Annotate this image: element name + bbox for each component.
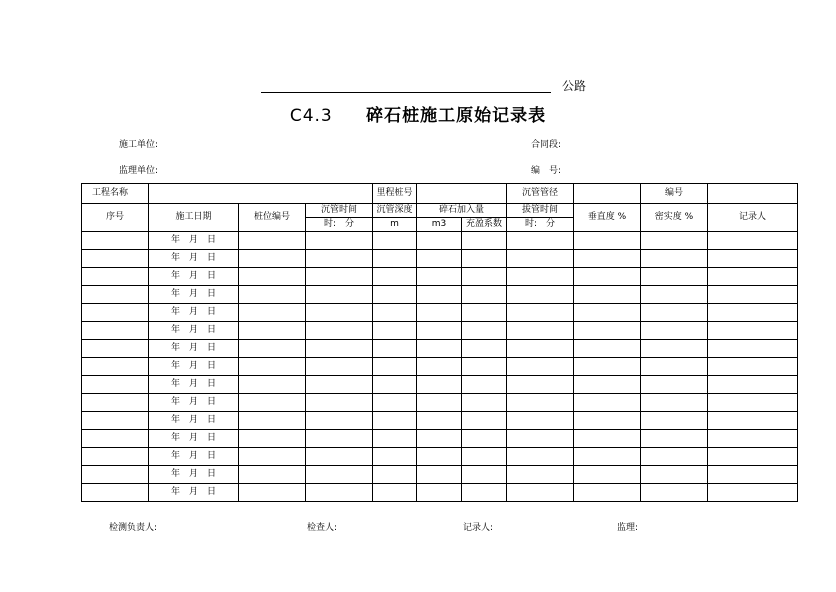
date-cell[interactable]	[149, 286, 239, 304]
data-cell[interactable]	[239, 412, 306, 430]
date-part: 月	[188, 343, 198, 353]
data-cell[interactable]	[306, 448, 373, 466]
data-cell[interactable]	[462, 340, 507, 358]
data-cell[interactable]	[641, 286, 708, 304]
data-cell[interactable]	[708, 250, 798, 268]
data-cell[interactable]	[507, 250, 574, 268]
data-cell[interactable]	[417, 232, 462, 250]
data-cell[interactable]	[82, 412, 149, 430]
date-part: 日	[206, 271, 216, 281]
date-part: 月	[188, 415, 198, 425]
date-cell[interactable]	[149, 340, 239, 358]
data-cell[interactable]	[708, 394, 798, 412]
data-cell[interactable]	[641, 232, 708, 250]
sink-time-header: 沉管时间	[306, 204, 373, 218]
table-row	[82, 430, 798, 448]
data-cell[interactable]	[82, 340, 149, 358]
data-cell[interactable]	[373, 304, 417, 322]
data-cell[interactable]	[373, 376, 417, 394]
data-cell[interactable]	[239, 268, 306, 286]
date-part: 月	[188, 469, 198, 479]
data-cell[interactable]	[373, 250, 417, 268]
date-part: 日	[206, 289, 216, 299]
date-part: 日	[206, 307, 216, 317]
data-cell[interactable]	[373, 466, 417, 484]
data-cell[interactable]	[708, 430, 798, 448]
data-cell[interactable]	[417, 448, 462, 466]
date-cell[interactable]	[149, 394, 239, 412]
data-cell[interactable]	[641, 322, 708, 340]
data-cell[interactable]	[239, 466, 306, 484]
data-cell[interactable]	[462, 412, 507, 430]
date-part: 年	[170, 361, 180, 371]
data-cell[interactable]	[373, 394, 417, 412]
construction-unit-label: 施工单位:	[119, 140, 159, 150]
data-cell[interactable]	[82, 448, 149, 466]
data-cell[interactable]	[373, 340, 417, 358]
data-cell[interactable]	[462, 376, 507, 394]
data-cell[interactable]	[507, 394, 574, 412]
project-name-label: 工程名称	[82, 184, 149, 204]
data-cell[interactable]	[373, 322, 417, 340]
table-row	[82, 304, 798, 322]
depth-unit: m	[373, 218, 417, 232]
data-cell[interactable]	[574, 340, 641, 358]
date-part: 月	[188, 487, 198, 497]
date-part: 月	[188, 235, 198, 245]
date-part: 日	[206, 235, 216, 245]
data-cell[interactable]	[641, 412, 708, 430]
data-cell[interactable]	[239, 340, 306, 358]
data-cell[interactable]	[507, 322, 574, 340]
data-cell[interactable]	[641, 340, 708, 358]
date-part: 年	[170, 343, 180, 353]
data-cell[interactable]	[417, 304, 462, 322]
data-cell[interactable]	[82, 484, 149, 502]
data-cell[interactable]	[306, 430, 373, 448]
date-part: 年	[170, 325, 180, 335]
road-suffix: 公路	[562, 79, 587, 93]
data-cell[interactable]	[82, 304, 149, 322]
data-cell[interactable]	[708, 340, 798, 358]
data-cell[interactable]	[306, 484, 373, 502]
data-cell[interactable]	[373, 448, 417, 466]
data-cell[interactable]	[708, 466, 798, 484]
data-cell[interactable]	[82, 268, 149, 286]
data-cell[interactable]	[462, 232, 507, 250]
data-cell[interactable]	[239, 358, 306, 376]
data-cell[interactable]	[239, 394, 306, 412]
data-cell[interactable]	[574, 484, 641, 502]
data-cell[interactable]	[239, 322, 306, 340]
date-cell[interactable]	[149, 466, 239, 484]
data-cell[interactable]	[462, 322, 507, 340]
pull-time-header: 拔管时间	[507, 204, 574, 218]
data-cell[interactable]	[507, 286, 574, 304]
date-part: 日	[206, 469, 216, 479]
pull-time-unit: 时: 分	[507, 218, 574, 232]
data-cell[interactable]	[507, 466, 574, 484]
data-cell[interactable]	[708, 286, 798, 304]
data-cell[interactable]	[641, 394, 708, 412]
data-cell[interactable]	[239, 376, 306, 394]
gravel-amount-header: 碎石加入量	[417, 204, 507, 218]
date-part: 月	[188, 397, 198, 407]
table-header-row-2	[82, 204, 798, 218]
page-title	[0, 101, 836, 126]
date-part: 月	[188, 289, 198, 299]
data-cell[interactable]	[417, 358, 462, 376]
date-part: 月	[188, 325, 198, 335]
data-cell[interactable]	[462, 304, 507, 322]
seq-header: 序号	[82, 204, 149, 232]
data-cell[interactable]	[373, 430, 417, 448]
data-cell[interactable]	[507, 304, 574, 322]
date-part: 日	[206, 433, 216, 443]
data-cell[interactable]	[641, 448, 708, 466]
date-part: 日	[206, 415, 216, 425]
data-cell[interactable]	[641, 430, 708, 448]
data-cell[interactable]	[708, 304, 798, 322]
date-part: 日	[206, 379, 216, 389]
table-row	[82, 448, 798, 466]
data-cell[interactable]	[641, 304, 708, 322]
mileage-pile-label: 里程桩号	[373, 184, 417, 204]
data-cell[interactable]	[417, 340, 462, 358]
date-cell[interactable]	[149, 376, 239, 394]
data-cell[interactable]	[462, 448, 507, 466]
date-cell[interactable]	[149, 412, 239, 430]
data-cell[interactable]	[574, 448, 641, 466]
data-cell[interactable]	[462, 286, 507, 304]
table-row	[82, 250, 798, 268]
table-row	[82, 340, 798, 358]
date-part: 年	[170, 433, 180, 443]
date-cell[interactable]	[149, 268, 239, 286]
date-cell[interactable]	[149, 358, 239, 376]
data-cell[interactable]	[82, 430, 149, 448]
data-cell[interactable]	[641, 250, 708, 268]
recorder-label: 记录人:	[463, 523, 494, 533]
data-cell[interactable]	[708, 448, 798, 466]
data-cell[interactable]	[417, 286, 462, 304]
data-cell[interactable]	[239, 484, 306, 502]
contract-section-label: 合同段:	[531, 140, 562, 150]
date-part: 月	[188, 361, 198, 371]
date-header: 施工日期	[149, 204, 239, 232]
form-title: 碎石桩施工原始记录表	[366, 106, 547, 126]
sink-depth-header: 沉管深度	[373, 204, 417, 218]
pile-no-header: 桩位编号	[239, 204, 306, 232]
table-row	[82, 394, 798, 412]
data-cell[interactable]	[82, 232, 149, 250]
date-part: 日	[206, 487, 216, 497]
data-cell[interactable]	[574, 358, 641, 376]
data-cell[interactable]	[641, 358, 708, 376]
date-part: 年	[170, 415, 180, 425]
data-cell[interactable]	[507, 268, 574, 286]
data-cell[interactable]	[306, 322, 373, 340]
date-part: 年	[170, 379, 180, 389]
data-cell[interactable]	[417, 322, 462, 340]
table-row	[82, 466, 798, 484]
data-cell[interactable]	[306, 268, 373, 286]
table-row	[82, 232, 798, 250]
data-cell[interactable]	[306, 340, 373, 358]
verticality-header: 垂直度 %	[574, 204, 641, 232]
data-cell[interactable]	[417, 430, 462, 448]
data-cell[interactable]	[373, 286, 417, 304]
date-part: 年	[170, 451, 180, 461]
date-cell[interactable]	[149, 232, 239, 250]
data-cell[interactable]	[417, 484, 462, 502]
form-code: C4.3	[289, 106, 333, 126]
date-cell[interactable]	[149, 448, 239, 466]
data-cell[interactable]	[507, 376, 574, 394]
date-cell[interactable]	[149, 322, 239, 340]
data-cell[interactable]	[306, 412, 373, 430]
data-cell[interactable]	[507, 358, 574, 376]
data-cell[interactable]	[574, 376, 641, 394]
date-part: 年	[170, 397, 180, 407]
data-cell[interactable]	[239, 304, 306, 322]
data-cell[interactable]	[417, 412, 462, 430]
date-cell[interactable]	[149, 250, 239, 268]
data-cell[interactable]	[82, 286, 149, 304]
data-cell[interactable]	[239, 448, 306, 466]
recorder-header: 记录人	[708, 204, 798, 232]
data-cell[interactable]	[574, 250, 641, 268]
data-cell[interactable]	[574, 466, 641, 484]
checker-label: 检查人:	[307, 523, 338, 533]
data-cell[interactable]	[306, 358, 373, 376]
data-cell[interactable]	[373, 484, 417, 502]
date-part: 年	[170, 271, 180, 281]
data-cell[interactable]	[507, 484, 574, 502]
date-part: 年	[170, 487, 180, 497]
data-cell[interactable]	[306, 466, 373, 484]
data-cell[interactable]	[82, 250, 149, 268]
data-cell[interactable]	[239, 430, 306, 448]
date-part: 日	[206, 451, 216, 461]
data-cell[interactable]	[641, 268, 708, 286]
data-cell[interactable]	[574, 286, 641, 304]
table-row	[82, 268, 798, 286]
date-part: 日	[206, 325, 216, 335]
data-cell[interactable]	[507, 448, 574, 466]
data-cell[interactable]	[239, 250, 306, 268]
date-part: 月	[188, 433, 198, 443]
supervision-unit-label: 监理单位:	[119, 166, 159, 176]
date-cell[interactable]	[149, 304, 239, 322]
data-cell[interactable]	[507, 232, 574, 250]
data-cell[interactable]	[708, 376, 798, 394]
data-cell[interactable]	[574, 304, 641, 322]
data-cell[interactable]	[462, 358, 507, 376]
date-part: 月	[188, 307, 198, 317]
table-row	[82, 412, 798, 430]
project-name-value[interactable]	[149, 184, 373, 204]
data-cell[interactable]	[462, 466, 507, 484]
data-cell[interactable]	[574, 430, 641, 448]
sink-time-unit: 时: 分	[306, 218, 373, 232]
supervisor-label: 监理:	[617, 523, 639, 533]
data-cell[interactable]	[373, 358, 417, 376]
data-cell[interactable]	[574, 232, 641, 250]
data-cell[interactable]	[641, 484, 708, 502]
table-row	[82, 376, 798, 394]
data-cell[interactable]	[239, 286, 306, 304]
volume-unit: m3	[417, 218, 462, 232]
data-cell[interactable]	[306, 376, 373, 394]
data-cell[interactable]	[574, 412, 641, 430]
date-part: 日	[206, 253, 216, 263]
data-cell[interactable]	[417, 376, 462, 394]
road-name-underline	[261, 92, 551, 93]
serial-value[interactable]	[708, 184, 798, 204]
data-cell[interactable]	[306, 286, 373, 304]
data-cell[interactable]	[82, 358, 149, 376]
data-cell[interactable]	[82, 394, 149, 412]
table-header-row-1	[82, 184, 798, 204]
data-cell[interactable]	[462, 250, 507, 268]
data-cell[interactable]	[239, 232, 306, 250]
data-cell[interactable]	[708, 358, 798, 376]
data-cell[interactable]	[306, 250, 373, 268]
data-cell[interactable]	[462, 484, 507, 502]
date-cell[interactable]	[149, 484, 239, 502]
data-cell[interactable]	[641, 466, 708, 484]
date-cell[interactable]	[149, 430, 239, 448]
data-cell[interactable]	[641, 376, 708, 394]
data-cell[interactable]	[373, 232, 417, 250]
data-cell[interactable]	[417, 466, 462, 484]
pipe-diameter-value[interactable]	[574, 184, 641, 204]
data-cell[interactable]	[306, 304, 373, 322]
data-cell[interactable]	[708, 412, 798, 430]
data-cell[interactable]	[82, 466, 149, 484]
data-cell[interactable]	[462, 268, 507, 286]
date-part: 年	[170, 253, 180, 263]
inspector-lead-label: 检测负责人:	[109, 523, 158, 533]
data-cell[interactable]	[417, 250, 462, 268]
date-part: 年	[170, 469, 180, 479]
density-header: 密实度 %	[641, 204, 708, 232]
record-table	[81, 183, 798, 502]
date-part: 年	[170, 235, 180, 245]
date-part: 月	[188, 253, 198, 263]
table-row	[82, 286, 798, 304]
data-cell[interactable]	[507, 412, 574, 430]
data-cell[interactable]	[708, 232, 798, 250]
date-part: 日	[206, 397, 216, 407]
data-cell[interactable]	[574, 268, 641, 286]
data-cell[interactable]	[417, 394, 462, 412]
number-label: 编 号:	[531, 166, 562, 176]
data-cell[interactable]	[417, 268, 462, 286]
table-row	[82, 322, 798, 340]
data-cell[interactable]	[462, 394, 507, 412]
data-cell[interactable]	[708, 484, 798, 502]
data-cell[interactable]	[462, 430, 507, 448]
table-row	[82, 358, 798, 376]
date-part: 月	[188, 379, 198, 389]
data-cell[interactable]	[574, 322, 641, 340]
mileage-pile-value[interactable]	[417, 184, 507, 204]
data-cell[interactable]	[82, 376, 149, 394]
data-cell[interactable]	[306, 394, 373, 412]
data-cell[interactable]	[373, 412, 417, 430]
date-part: 年	[170, 307, 180, 317]
pipe-diameter-label: 沉管管径	[507, 184, 574, 204]
data-cell[interactable]	[574, 394, 641, 412]
date-part: 年	[170, 289, 180, 299]
data-cell[interactable]	[373, 268, 417, 286]
data-cell[interactable]	[708, 268, 798, 286]
date-part: 日	[206, 343, 216, 353]
data-cell[interactable]	[306, 232, 373, 250]
table-row	[82, 484, 798, 502]
data-cell[interactable]	[507, 430, 574, 448]
fill-coef-header: 充盈系数	[462, 218, 507, 232]
date-part: 月	[188, 451, 198, 461]
serial-label: 编号	[641, 184, 708, 204]
data-cell[interactable]	[507, 340, 574, 358]
date-part: 日	[206, 361, 216, 371]
date-part: 月	[188, 271, 198, 281]
data-cell[interactable]	[708, 322, 798, 340]
data-cell[interactable]	[82, 322, 149, 340]
